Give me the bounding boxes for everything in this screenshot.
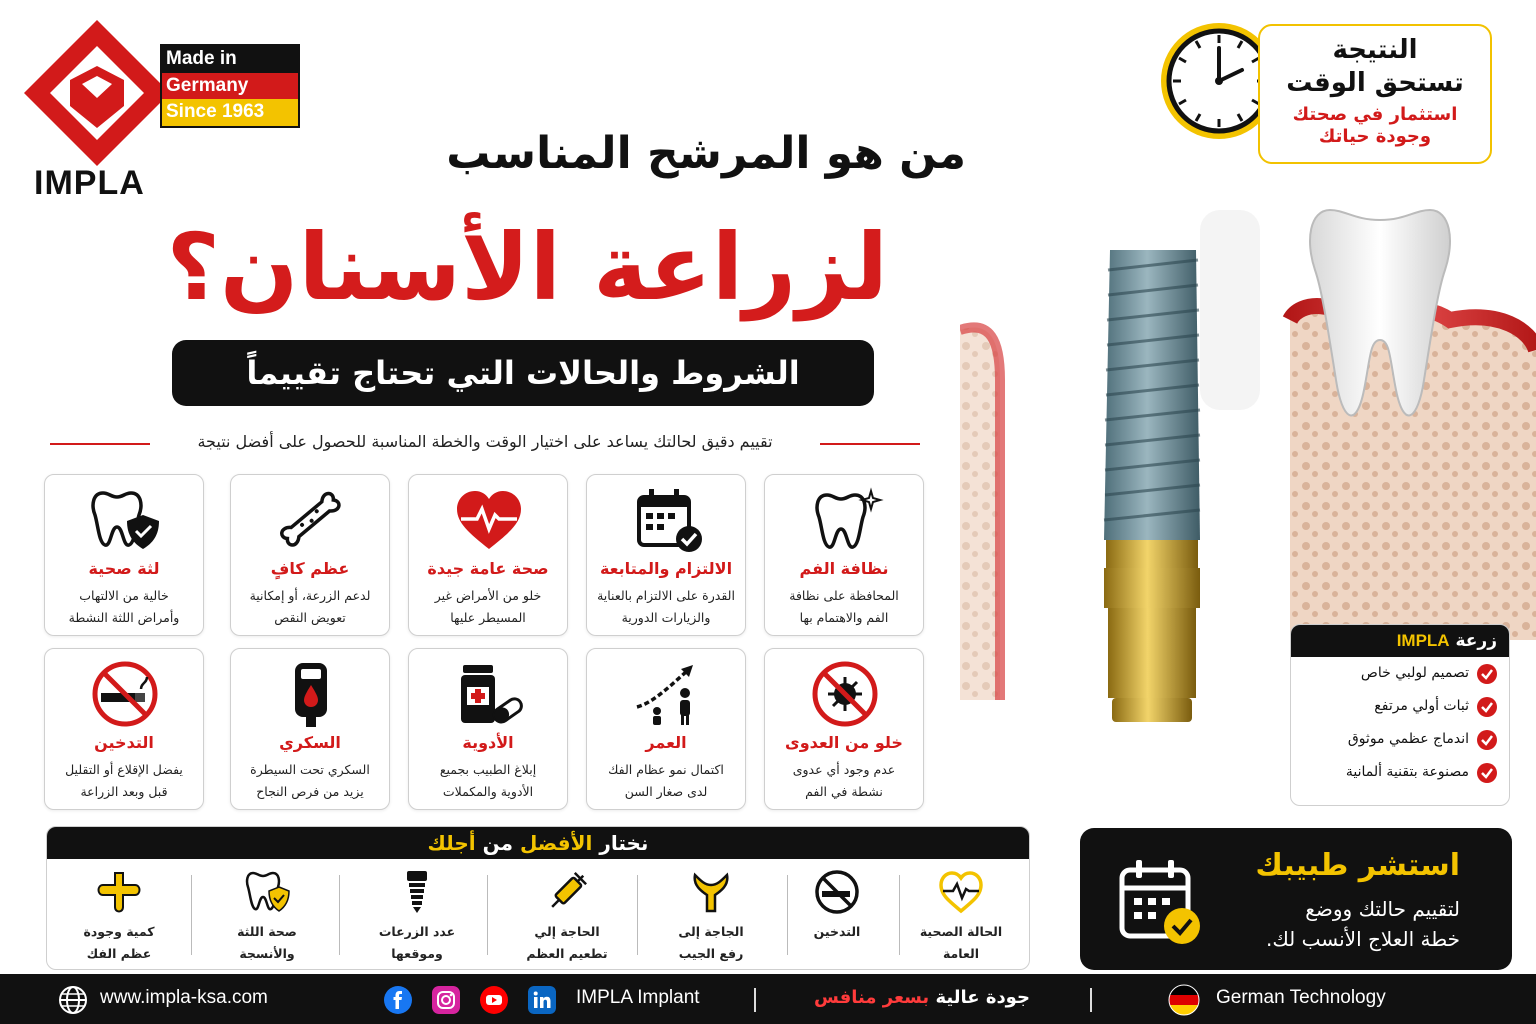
result-title-line-1: النتيجة (1332, 35, 1418, 65)
card-desc-line-1: المحافظة على نظافة (789, 588, 899, 603)
globe-icon (58, 985, 88, 1015)
divider (487, 875, 488, 955)
card-desc-line-1: خلو من الأمراض غير (434, 588, 542, 603)
consult-desc-line-2: خطة العلاج الأنسب لك. (1265, 927, 1460, 951)
german-technology-label: German Technology (1216, 987, 1386, 1008)
card-desc (51, 585, 197, 629)
card-desc-line-1: اكتمال نمو عظام الفك (608, 762, 724, 777)
implant-icon (393, 869, 441, 915)
best-item-line-2: وموقعها (391, 946, 443, 961)
consult-desc-line-1: لتقييم حالتك ووضع (1305, 897, 1460, 921)
card-desc (51, 759, 197, 803)
no-smoking-icon (85, 659, 165, 729)
best-item-line-1: كمية وجودة (83, 924, 155, 939)
card-title: خلو من العدوى (785, 733, 903, 752)
jaw-bone-icon (95, 869, 143, 915)
card-diabetes (230, 648, 390, 810)
features-title-brand: IMPLA (1396, 631, 1450, 650)
tagline-row (50, 430, 920, 458)
quality-part-1: جودة عالية (935, 987, 1030, 1008)
best-item-line-1: صحة اللثة (237, 924, 297, 939)
best-item-implant-count (347, 861, 487, 969)
made-line-1: Made in (162, 46, 298, 73)
best-item-general-health (891, 861, 1030, 969)
card-desc-line-2: تعويض النقص (274, 610, 346, 625)
card-desc-line-1: السكري تحت السيطرة (250, 762, 370, 777)
card-title: نظافة الفم (799, 559, 889, 578)
card-desc-line-2: والزيارات الدورية (621, 610, 711, 625)
feature-label: اندماج عظمي موثوق (1347, 731, 1469, 747)
best-item-smoking (767, 861, 907, 969)
best-item-line-2: رفع الجيب (678, 946, 744, 961)
card-oral-hygiene (764, 474, 924, 636)
made-in-germany-badge (160, 44, 300, 128)
card-no-infection (764, 648, 924, 810)
result-subtitle (1260, 104, 1490, 148)
card-title: التدخين (94, 733, 154, 752)
card-title: الأدوية (462, 733, 514, 752)
card-desc-line-2: الفم والاهتمام بها (799, 610, 889, 625)
card-desc-line-2: نشطة في الفم (805, 784, 883, 799)
tooth-shield-icon (243, 869, 291, 915)
best-item-line-2: العامة (942, 946, 980, 961)
features-title (1291, 625, 1509, 657)
card-desc-line-2: يزيد من فرص النجاح (256, 784, 364, 799)
card-desc (415, 585, 561, 629)
feature-label: مصنوعة بتقنية ألمانية (1345, 764, 1469, 780)
social-handle: IMPLA Implant (576, 987, 700, 1008)
card-desc (771, 585, 917, 629)
instagram-icon[interactable] (432, 986, 460, 1014)
best-item-bone-graft (497, 861, 637, 969)
card-desc-line-2: الأدوية والمكملات (442, 784, 534, 799)
divider (637, 875, 638, 955)
card-desc (237, 759, 383, 803)
card-desc-line-1: لدعم الزرعة، أو إمكانية (249, 588, 371, 603)
card-desc (237, 585, 383, 629)
heart-pulse-icon (449, 485, 529, 555)
calendar-check-icon (627, 485, 707, 555)
feature-label: ثبات أولي مرتفع (1374, 698, 1469, 714)
made-line-3: Since 1963 (162, 99, 298, 126)
card-commitment (586, 474, 746, 636)
result-title (1260, 34, 1490, 100)
card-title: السكري (279, 733, 341, 752)
divider (339, 875, 340, 955)
headline-line-1: من هو المرشح المناسب (446, 128, 966, 179)
feature-item (1291, 723, 1509, 756)
best-item-sinus-lift (641, 861, 781, 969)
best-item-line-2: تطعيم العظم (526, 946, 608, 961)
best-item-line-1: الجاجة إلى (678, 924, 744, 939)
card-title: لثة صحية (88, 559, 160, 578)
best-title-part-4: أجلك (427, 831, 476, 855)
impla-features-box (1290, 624, 1510, 806)
calendar-check-icon (1118, 858, 1202, 946)
bone-icon (271, 485, 351, 555)
card-age (586, 648, 746, 810)
divider (754, 988, 756, 1012)
best-item-line-1: الحاجة إلي (534, 924, 600, 939)
best-choice-panel (46, 826, 1030, 970)
best-item-label (891, 921, 1030, 965)
best-title-part-3: من (482, 831, 513, 855)
headline-line-2: لزراعة الأسنان؟ (166, 214, 888, 321)
best-item-label (197, 921, 337, 965)
card-title: الالتزام والمتابعة (599, 559, 733, 578)
footer-bar (0, 974, 1536, 1024)
best-item-line-1: عدد الزرعات (378, 924, 456, 939)
feature-item (1291, 756, 1509, 789)
feature-item (1291, 690, 1509, 723)
best-item-line-2: والأنسجة (239, 946, 295, 961)
card-desc (415, 759, 561, 803)
impla-logo (22, 18, 172, 168)
card-desc-line-2: وأمراض اللثة النشطة (68, 610, 180, 625)
best-item-label (497, 921, 637, 965)
quality-slogan (814, 987, 1030, 1008)
card-medications (408, 648, 568, 810)
check-circle-icon (1477, 664, 1497, 684)
result-box (1258, 24, 1492, 164)
glucose-meter-icon (271, 659, 351, 729)
youtube-icon[interactable] (480, 986, 508, 1014)
card-desc-line-1: خالية من الالتهاب (79, 588, 169, 603)
facebook-icon[interactable] (384, 986, 412, 1014)
card-title: العمر (645, 733, 687, 752)
divider (787, 875, 788, 955)
card-smoking (44, 648, 204, 810)
card-general-health (408, 474, 568, 636)
result-sub-line-2: وجودة حياتك (1318, 126, 1432, 147)
card-desc-line-2: لدى صغار السن (624, 784, 708, 799)
card-desc-line-1: عدم وجود أي عدوى (792, 762, 896, 777)
best-title-part-2: الأفضل (519, 831, 593, 855)
feature-item (1291, 657, 1509, 690)
tagline: تقييم دقيق لحالتك يساعد على اختيار الوقت والخطة المناسبة للحصول على أفضل نتيجة (197, 432, 773, 451)
best-item-label (49, 921, 189, 965)
tooth-sparkle-icon (805, 485, 885, 555)
growth-arrow-icon (627, 659, 707, 729)
check-circle-icon (1477, 697, 1497, 717)
divider (191, 875, 192, 955)
best-item-line-1: الحالة الصحية (919, 924, 1003, 939)
card-desc-line-1: إبلاغ الطبيب بجميع (439, 762, 537, 777)
made-line-2: Germany (162, 73, 298, 100)
best-panel-title (47, 827, 1029, 859)
divider-left (50, 443, 150, 445)
best-item-label (641, 921, 781, 965)
card-desc (593, 585, 739, 629)
quality-part-2: بسعر منافس (814, 987, 930, 1008)
consult-doctor-box (1080, 828, 1512, 970)
medication-icon (449, 659, 529, 729)
tooth-shield-icon (85, 485, 165, 555)
best-item-line-1: التدخين (813, 924, 861, 939)
divider (1090, 988, 1092, 1012)
linkedin-icon[interactable] (528, 986, 556, 1014)
card-desc-line-2: المسيطر عليها (450, 610, 526, 625)
card-desc-line-1: القدرة على الالتزام بالعناية (597, 588, 735, 603)
sinus-lift-icon (687, 869, 735, 915)
consult-description (1266, 894, 1460, 954)
best-item-gum-health (197, 861, 337, 969)
best-title-part-1: نختار (599, 831, 649, 855)
best-item-label (767, 921, 907, 943)
card-healthy-gums (44, 474, 204, 636)
consult-title: استشر طبيبك (1255, 848, 1460, 883)
card-title: صحة عامة جيدة (427, 559, 549, 578)
divider-right (820, 443, 920, 445)
heart-pulse-icon (937, 869, 985, 915)
best-item-jaw-bone (49, 861, 189, 969)
check-circle-icon (1477, 730, 1497, 750)
no-virus-icon (805, 659, 885, 729)
card-sufficient-bone (230, 474, 390, 636)
card-desc-line-1: يفضل الإقلاع أو التقليل (65, 762, 183, 777)
card-desc (593, 759, 739, 803)
syringe-icon (543, 869, 591, 915)
card-desc-line-2: قبل وبعد الزراعة (80, 784, 168, 799)
brand-name: IMPLA (34, 164, 145, 202)
best-item-line-2: عظم الفك (86, 946, 152, 961)
website-link[interactable]: www.impla-ksa.com (100, 987, 268, 1008)
result-title-line-2: تستحق الوقت (1286, 68, 1464, 98)
check-circle-icon (1477, 763, 1497, 783)
features-title-prefix: زرعة (1455, 631, 1497, 651)
no-smoking-icon (813, 869, 861, 915)
germany-flag-icon (1168, 984, 1200, 1016)
feature-label: تصميم لولبي خاص (1360, 665, 1469, 681)
sub-banner: الشروط والحالات التي تحتاج تقييماً (172, 340, 874, 406)
card-desc (771, 759, 917, 803)
card-title: عظم كافٍ (270, 559, 350, 578)
best-item-label (347, 921, 487, 965)
result-sub-line-1: استثمار في صحتك (1292, 104, 1458, 125)
